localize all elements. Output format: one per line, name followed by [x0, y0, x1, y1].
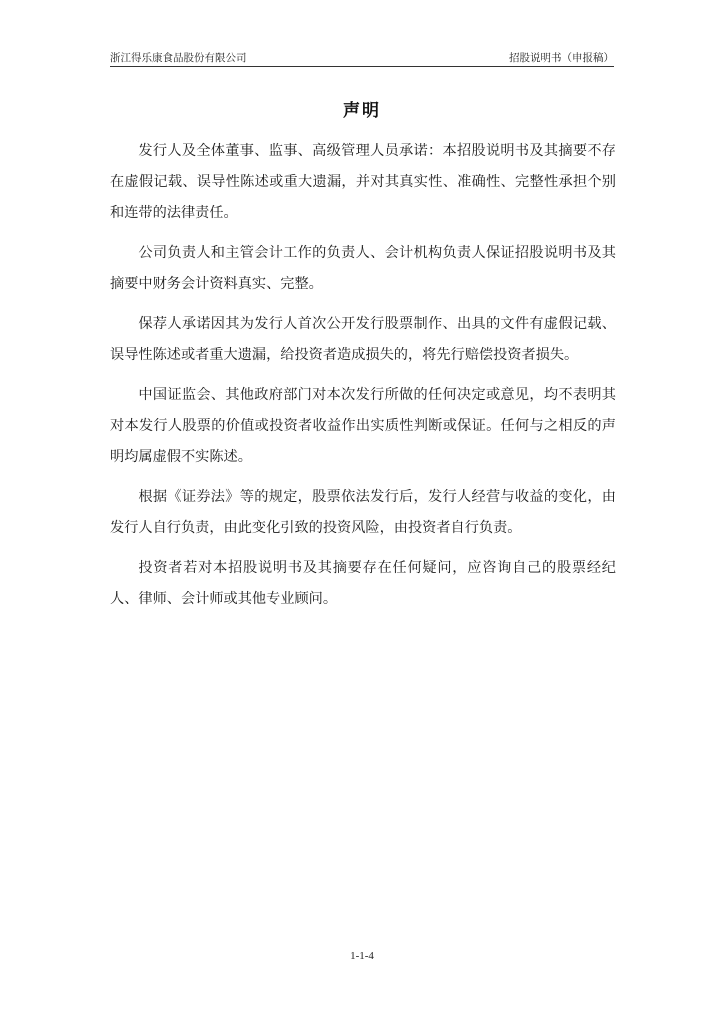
page-number: 1-1-4: [350, 950, 374, 962]
declaration-paragraph: 根据《证券法》等的规定，股票依法发行后，发行人经营与收益的变化，由发行人自行负责，由此变化引致的投资风险，由投资者自行负责。: [110, 489, 616, 536]
declaration-paragraph: 投资者若对本招股说明书及其摘要存在任何疑问，应咨询自己的股票经纪人、律师、会计师或其他专业顾问。: [110, 560, 616, 607]
declaration-paragraph: 中国证监会、其他政府部门对本次发行所做的任何决定或意见，均不表明其对本发行人股票的价值或投资者收益作出实质性判断或保证。任何与之相反的声明均属虚假不实陈述。: [110, 387, 616, 465]
header-document-type: 招股说明书（申报稿）: [509, 52, 614, 64]
declaration-paragraph: 公司负责人和主管会计工作的负责人、会计机构负责人保证招股说明书及其摘要中财务会计资料真实、完整。: [110, 245, 616, 292]
page-title: 声明: [343, 101, 381, 121]
declaration-body: [110, 136, 616, 624]
declaration-paragraph: 保荐人承诺因其为发行人首次公开发行股票制作、出具的文件有虚假记载、误导性陈述或者重大遗漏，给投资者造成损失的，将先行赔偿投资者损失。: [110, 316, 616, 363]
page-header: [110, 50, 614, 67]
declaration-paragraph: 发行人及全体董事、监事、高级管理人员承诺：本招股说明书及其摘要不存在虚假记载、误导性陈述或重大遗漏，并对其真实性、准确性、完整性承担个别和连带的法律责任。: [110, 143, 616, 221]
header-company-name: 浙江得乐康食品股份有限公司: [110, 52, 247, 64]
